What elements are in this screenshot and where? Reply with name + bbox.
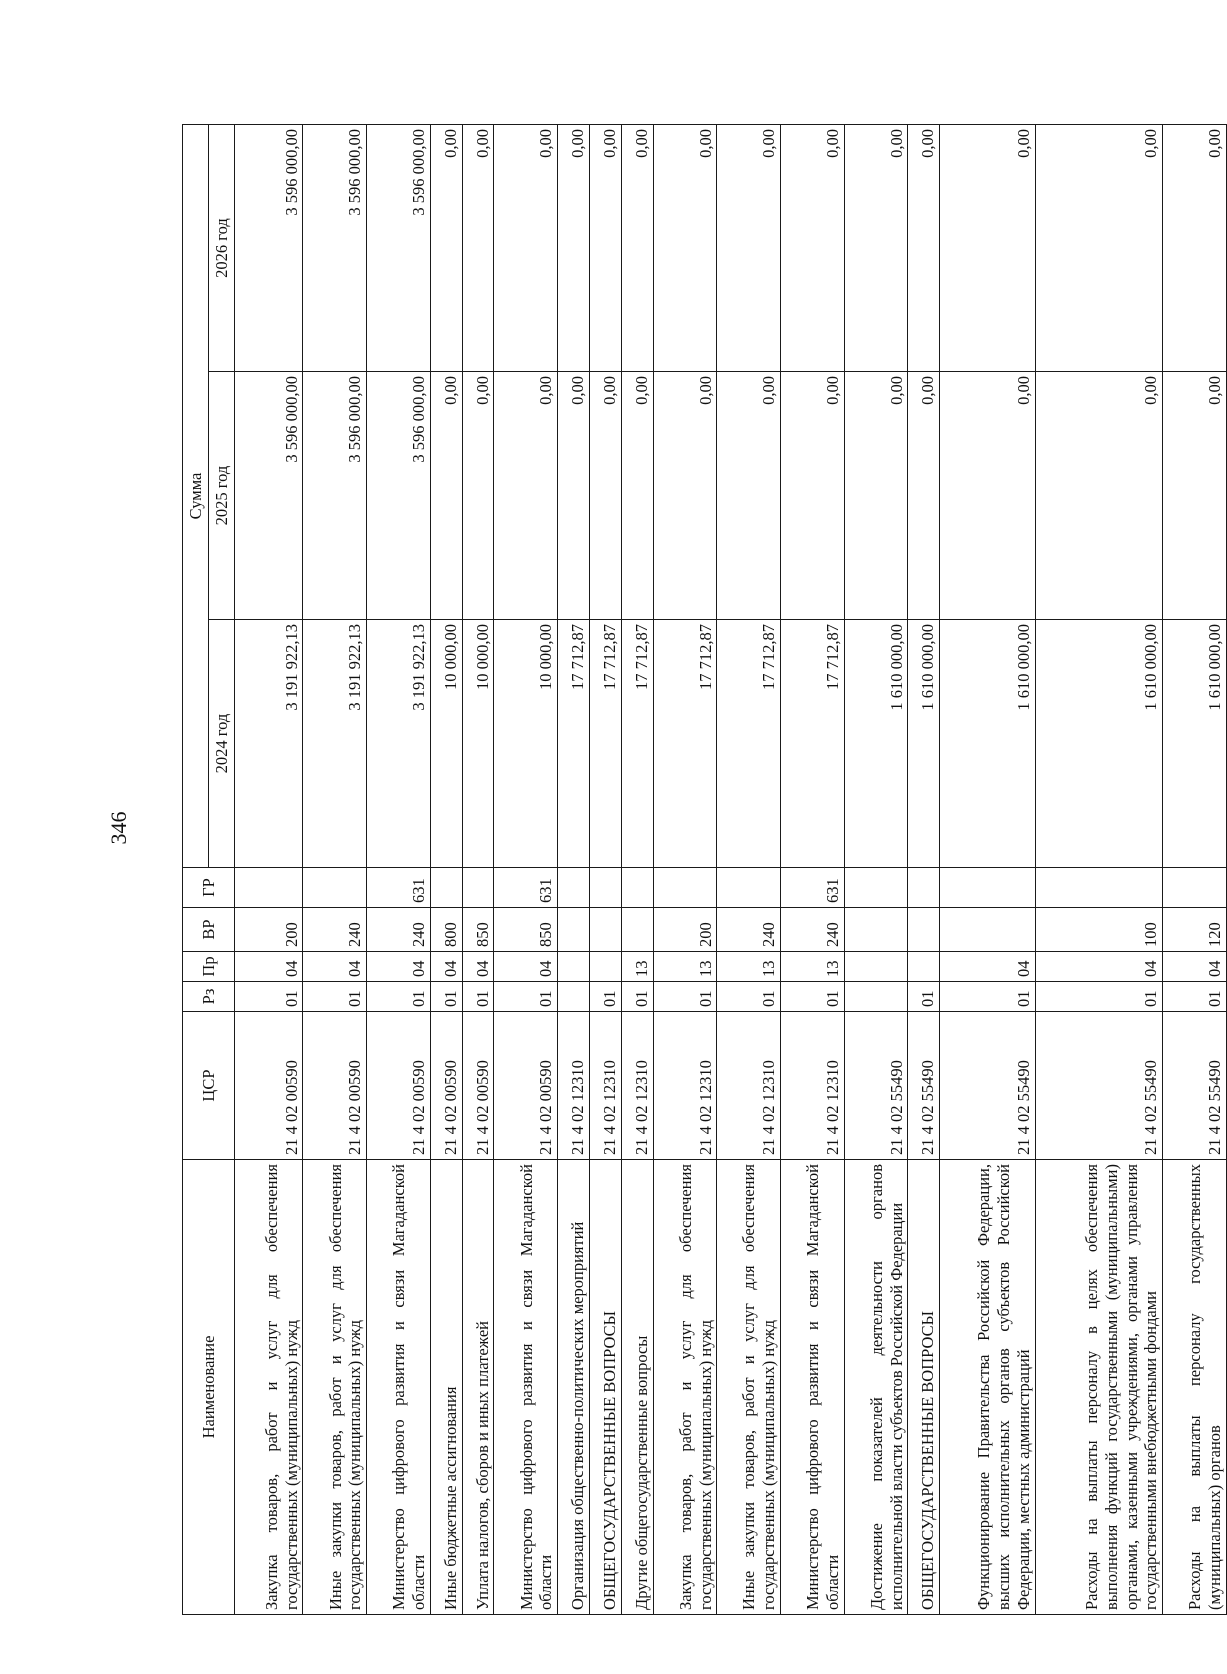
cell-gr [653, 868, 717, 908]
cell-2024: 10 000,00 [430, 620, 462, 868]
cell-2024: 1 610 000,00 [1035, 620, 1162, 868]
cell-pr: 04 [303, 952, 367, 982]
cell-csr: 21 4 02 55490 [1163, 1012, 1227, 1160]
table-body [235, 125, 1227, 1615]
cell-csr: 21 4 02 12310 [653, 1012, 717, 1160]
cell-name: ОБЩЕГОСУДАРСТВЕННЫЕ ВОПРОСЫ [590, 1160, 622, 1615]
table-header-row-1 [183, 125, 209, 1615]
cell-2024: 17 712,87 [590, 620, 622, 868]
cell-csr: 21 4 02 12310 [781, 1012, 845, 1160]
cell-2026: 0,00 [590, 125, 622, 372]
table-row [653, 125, 717, 1615]
cell-2024: 10 000,00 [494, 620, 558, 868]
cell-2026: 0,00 [781, 125, 845, 372]
table-row [844, 125, 908, 1615]
cell-2024: 17 712,87 [717, 620, 781, 868]
table-row [621, 125, 653, 1615]
cell-vr: 240 [717, 908, 781, 952]
cell-name: Закупка товаров, работ и услуг для обеспечения государственных (муниципальных) нужд [235, 1160, 303, 1615]
cell-csr: 21 4 02 12310 [717, 1012, 781, 1160]
cell-2026: 0,00 [430, 125, 462, 372]
table-row [1163, 125, 1227, 1615]
cell-2025: 3 596 000,00 [367, 372, 431, 620]
header-pr: Пр [183, 952, 235, 982]
cell-name: Закупка товаров, работ и услуг для обеспечения государственных (муниципальных) нужд [653, 1160, 717, 1615]
header-gr: ГР [183, 868, 235, 908]
cell-name: Иные закупки товаров, работ и услуг для обеспечения государственных (муниципальных) нужд [303, 1160, 367, 1615]
cell-gr [235, 868, 303, 908]
cell-2025: 0,00 [430, 372, 462, 620]
cell-gr [940, 868, 1036, 908]
cell-name: Расходы на выплаты персоналу в целях обеспечения выполнения функций государственными (муниципальными) органами, казенными учреждениями, органами управления государственными внебюджетными фондами [1035, 1160, 1162, 1615]
cell-2025: 3 596 000,00 [235, 372, 303, 620]
cell-pr: 04 [940, 952, 1036, 982]
cell-2025: 0,00 [1035, 372, 1162, 620]
cell-rz: 01 [430, 982, 462, 1012]
header-sum: Сумма [183, 125, 209, 868]
table-row [430, 125, 462, 1615]
cell-2025: 0,00 [558, 372, 590, 620]
cell-vr [558, 908, 590, 952]
cell-gr [1035, 868, 1162, 908]
cell-2026: 0,00 [462, 125, 494, 372]
table-row [1035, 125, 1162, 1615]
cell-2026: 0,00 [908, 125, 940, 372]
cell-rz: 01 [367, 982, 431, 1012]
cell-2025: 0,00 [590, 372, 622, 620]
cell-pr: 13 [621, 952, 653, 982]
cell-csr: 21 4 02 00590 [494, 1012, 558, 1160]
cell-2024: 17 712,87 [781, 620, 845, 868]
cell-vr: 100 [1035, 908, 1162, 952]
cell-name: Министерство цифрового развития и связи Магаданской области [367, 1160, 431, 1615]
cell-2026: 0,00 [653, 125, 717, 372]
cell-2026: 0,00 [621, 125, 653, 372]
cell-vr [908, 908, 940, 952]
header-year-2024: 2024 год [209, 620, 235, 868]
cell-csr: 21 4 02 00590 [462, 1012, 494, 1160]
cell-rz: 01 [494, 982, 558, 1012]
cell-2026: 0,00 [1163, 125, 1227, 372]
cell-gr [462, 868, 494, 908]
cell-name: Иные закупки товаров, работ и услуг для обеспечения государственных (муниципальных) нужд [717, 1160, 781, 1615]
cell-vr: 240 [781, 908, 845, 952]
cell-rz: 01 [717, 982, 781, 1012]
cell-csr: 21 4 02 12310 [558, 1012, 590, 1160]
rotated-table-container [182, 125, 1227, 1615]
cell-pr: 04 [235, 952, 303, 982]
cell-gr: 631 [781, 868, 845, 908]
cell-vr: 850 [462, 908, 494, 952]
cell-2025: 0,00 [653, 372, 717, 620]
cell-gr [590, 868, 622, 908]
table-row [235, 125, 303, 1615]
cell-name: Организация общественно-политических мероприятий [558, 1160, 590, 1615]
cell-2024: 17 712,87 [558, 620, 590, 868]
cell-2025: 0,00 [462, 372, 494, 620]
cell-2024: 10 000,00 [462, 620, 494, 868]
cell-2024: 3 191 922,13 [367, 620, 431, 868]
cell-2026: 3 596 000,00 [367, 125, 431, 372]
cell-name: Другие общегосударственные вопросы [621, 1160, 653, 1615]
cell-csr: 21 4 02 55490 [908, 1012, 940, 1160]
cell-vr: 240 [303, 908, 367, 952]
table-row [717, 125, 781, 1615]
cell-csr: 21 4 02 12310 [621, 1012, 653, 1160]
cell-vr: 240 [367, 908, 431, 952]
cell-2024: 3 191 922,13 [303, 620, 367, 868]
table-row [367, 125, 431, 1615]
cell-csr: 21 4 02 00590 [235, 1012, 303, 1160]
cell-vr [590, 908, 622, 952]
cell-rz: 01 [653, 982, 717, 1012]
cell-pr: 04 [462, 952, 494, 982]
cell-2026: 0,00 [940, 125, 1036, 372]
cell-pr: 13 [781, 952, 845, 982]
cell-rz: 01 [590, 982, 622, 1012]
page-number: 346 [106, 811, 131, 845]
cell-rz [558, 982, 590, 1012]
table-row [494, 125, 558, 1615]
cell-csr: 21 4 02 00590 [303, 1012, 367, 1160]
cell-vr: 200 [653, 908, 717, 952]
cell-vr [844, 908, 908, 952]
table-row [781, 125, 845, 1615]
cell-2025: 0,00 [781, 372, 845, 620]
header-rz: Рз [183, 982, 235, 1012]
cell-rz: 01 [462, 982, 494, 1012]
cell-vr: 120 [1163, 908, 1227, 952]
cell-pr: 04 [1035, 952, 1162, 982]
cell-csr: 21 4 02 55490 [940, 1012, 1036, 1160]
cell-rz: 01 [781, 982, 845, 1012]
cell-csr: 21 4 02 00590 [430, 1012, 462, 1160]
cell-2026: 0,00 [494, 125, 558, 372]
cell-2024: 1 610 000,00 [844, 620, 908, 868]
cell-csr: 21 4 02 00590 [367, 1012, 431, 1160]
cell-name: Министерство цифрового развития и связи Магаданской области [494, 1160, 558, 1615]
cell-pr: 04 [367, 952, 431, 982]
cell-2025: 0,00 [494, 372, 558, 620]
cell-vr: 200 [235, 908, 303, 952]
cell-rz: 01 [303, 982, 367, 1012]
cell-csr: 21 4 02 12310 [590, 1012, 622, 1160]
cell-2024: 1 610 000,00 [940, 620, 1036, 868]
table-row [303, 125, 367, 1615]
cell-rz: 01 [621, 982, 653, 1012]
cell-rz: 01 [1035, 982, 1162, 1012]
cell-pr [558, 952, 590, 982]
cell-vr: 850 [494, 908, 558, 952]
cell-name: Иные бюджетные ассигнования [430, 1160, 462, 1615]
cell-2025: 3 596 000,00 [303, 372, 367, 620]
cell-2025: 0,00 [621, 372, 653, 620]
table-row [908, 125, 940, 1615]
cell-rz [844, 982, 908, 1012]
cell-name: Министерство цифрового развития и связи Магаданской области [781, 1160, 845, 1615]
cell-pr [590, 952, 622, 982]
cell-2025: 0,00 [717, 372, 781, 620]
cell-gr [717, 868, 781, 908]
cell-2024: 17 712,87 [621, 620, 653, 868]
cell-name: Достижение показателей деятельности органов исполнительной власти субъектов Российской Федерации [844, 1160, 908, 1615]
cell-gr: 631 [494, 868, 558, 908]
header-csr: ЦСР [183, 1012, 235, 1160]
cell-2026: 0,00 [844, 125, 908, 372]
cell-2025: 0,00 [844, 372, 908, 620]
table-row [940, 125, 1036, 1615]
cell-gr [430, 868, 462, 908]
cell-pr: 04 [430, 952, 462, 982]
cell-2024: 1 610 000,00 [1163, 620, 1227, 868]
cell-2026: 0,00 [1035, 125, 1162, 372]
cell-gr [303, 868, 367, 908]
header-vr: ВР [183, 908, 235, 952]
header-name: Наименование [183, 1160, 235, 1615]
cell-2024: 1 610 000,00 [908, 620, 940, 868]
cell-gr [558, 868, 590, 908]
budget-table [182, 124, 1227, 1615]
cell-2026: 0,00 [558, 125, 590, 372]
cell-csr: 21 4 02 55490 [1035, 1012, 1162, 1160]
cell-gr [908, 868, 940, 908]
table-row [558, 125, 590, 1615]
cell-csr: 21 4 02 55490 [844, 1012, 908, 1160]
header-year-2025: 2025 год [209, 372, 235, 620]
cell-gr [621, 868, 653, 908]
cell-name: Уплата налогов, сборов и иных платежей [462, 1160, 494, 1615]
cell-rz: 01 [940, 982, 1036, 1012]
cell-2025: 0,00 [908, 372, 940, 620]
header-year-2026: 2026 год [209, 125, 235, 372]
cell-2024: 3 191 922,13 [235, 620, 303, 868]
cell-gr: 631 [367, 868, 431, 908]
cell-2026: 0,00 [717, 125, 781, 372]
cell-pr: 13 [653, 952, 717, 982]
cell-2026: 3 596 000,00 [303, 125, 367, 372]
cell-gr [844, 868, 908, 908]
cell-pr: 13 [717, 952, 781, 982]
cell-name: Расходы на выплаты персоналу государственных (муниципальных) органов [1163, 1160, 1227, 1615]
cell-pr [908, 952, 940, 982]
cell-2025: 0,00 [940, 372, 1036, 620]
table-row [462, 125, 494, 1615]
cell-gr [1163, 868, 1227, 908]
cell-2025: 0,00 [1163, 372, 1227, 620]
cell-vr [621, 908, 653, 952]
cell-name: Функционирование Правительства Российской Федерации, высших исполнительных органов субъектов Российской Федерации, местных администраций [940, 1160, 1036, 1615]
cell-vr [940, 908, 1036, 952]
cell-name: ОБЩЕГОСУДАРСТВЕННЫЕ ВОПРОСЫ [908, 1160, 940, 1615]
table-row [590, 125, 622, 1615]
cell-pr: 04 [1163, 952, 1227, 982]
cell-pr: 04 [494, 952, 558, 982]
cell-pr [844, 952, 908, 982]
cell-vr: 800 [430, 908, 462, 952]
cell-rz: 01 [908, 982, 940, 1012]
cell-2026: 3 596 000,00 [235, 125, 303, 372]
cell-2024: 17 712,87 [653, 620, 717, 868]
cell-rz: 01 [235, 982, 303, 1012]
cell-rz: 01 [1163, 982, 1227, 1012]
